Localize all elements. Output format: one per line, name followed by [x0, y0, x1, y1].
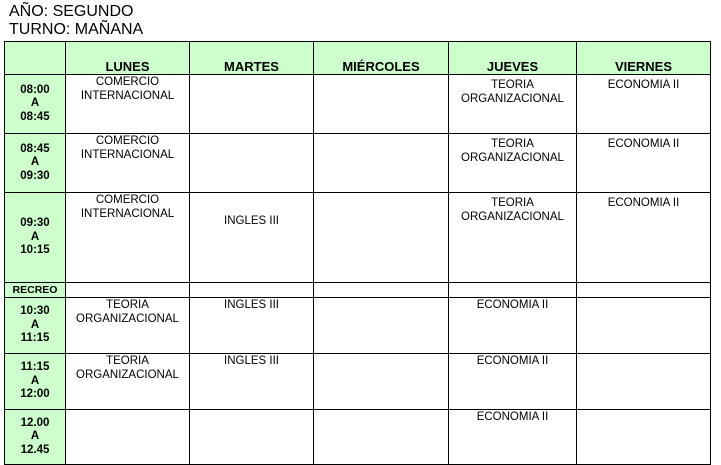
time-slot: [5, 75, 66, 134]
class-cell-martes: [190, 193, 314, 283]
class-cell-lunes: [66, 134, 190, 193]
header-row: [5, 42, 711, 75]
time-start: 12.00: [20, 416, 50, 429]
recess-cell: [314, 283, 449, 298]
recess-cell: [190, 283, 314, 298]
day-header-martes: MARTES: [190, 42, 314, 75]
class-cell-martes: [190, 298, 314, 354]
class-cell-miercoles: [314, 134, 449, 193]
subject-line: ECONOMIA II: [476, 299, 549, 311]
time-end: 09:30: [20, 169, 50, 182]
recess-cell: [449, 283, 577, 298]
time-slot: [5, 410, 66, 465]
time-separator: A: [30, 318, 40, 331]
subject-line: TEORIA: [491, 197, 534, 209]
subject-line: ORGANIZACIONAL: [461, 211, 564, 223]
class-cell-viernes: [577, 193, 711, 283]
subject-line: COMERCIO: [95, 194, 160, 206]
table-row: [5, 134, 711, 193]
subject-line: INGLES III: [224, 299, 279, 311]
table-row: [5, 75, 711, 134]
recess-cell: [577, 283, 711, 298]
time-end: 08:45: [20, 110, 50, 123]
class-cell-jueves: [449, 298, 577, 354]
subject-line: INGLES III: [224, 355, 279, 367]
time-separator: A: [30, 230, 40, 243]
class-cell-lunes: [66, 193, 190, 283]
time-separator: A: [30, 430, 40, 443]
recess-cell: [66, 283, 190, 298]
subject-line: INTERNACIONAL: [80, 208, 175, 220]
time-separator: A: [30, 374, 40, 387]
time-end: 12.45: [20, 443, 50, 456]
table-row: [5, 354, 711, 410]
day-header-lunes: LUNES: [66, 42, 190, 75]
time-end: 11:15: [20, 332, 50, 345]
class-cell-viernes: [577, 354, 711, 410]
subject-line: INTERNACIONAL: [80, 149, 175, 161]
subject-line: ECONOMIA II: [607, 79, 680, 91]
subject-line: ORGANIZACIONAL: [76, 313, 179, 325]
recess-row: [5, 283, 711, 298]
class-cell-miercoles: [314, 298, 449, 354]
time-slot: [5, 298, 66, 354]
day-header-viernes: VIERNES: [577, 42, 711, 75]
class-cell-viernes: [577, 134, 711, 193]
time-start: 11:15: [20, 361, 50, 374]
class-cell-martes: [190, 134, 314, 193]
class-cell-miercoles: [314, 354, 449, 410]
recess-label: RECREO: [5, 283, 66, 298]
table-row: [5, 410, 711, 465]
subject-line: INGLES III: [224, 215, 279, 227]
subject-line: TEORIA: [106, 355, 149, 367]
subject-line: TEORIA: [106, 299, 149, 311]
time-slot: [5, 193, 66, 283]
class-cell-viernes: [577, 75, 711, 134]
class-cell-martes: [190, 410, 314, 465]
table-row: [5, 193, 711, 283]
class-cell-lunes: [66, 354, 190, 410]
time-start: 08:45: [20, 142, 50, 155]
class-cell-jueves: [449, 134, 577, 193]
subject-line: TEORIA: [491, 138, 534, 150]
time-end: 12:00: [20, 388, 50, 401]
subject-line: ORGANIZACIONAL: [461, 152, 564, 164]
day-header-jueves: JUEVES: [449, 42, 577, 75]
class-cell-miercoles: [314, 75, 449, 134]
class-cell-jueves: [449, 354, 577, 410]
subject-line: INTERNACIONAL: [80, 90, 175, 102]
class-cell-lunes: [66, 410, 190, 465]
shift-heading: TURNO: MAÑANA: [9, 21, 144, 38]
class-cell-jueves: [449, 193, 577, 283]
class-cell-viernes: [577, 298, 711, 354]
subject-line: ECONOMIA II: [476, 355, 549, 367]
class-cell-lunes: [66, 75, 190, 134]
subject-line: COMERCIO: [95, 135, 160, 147]
class-cell-jueves: [449, 410, 577, 465]
day-header-miercoles: MIÉRCOLES: [314, 42, 449, 75]
time-slot: [5, 354, 66, 410]
time-start: 08:00: [20, 83, 50, 96]
subject-line: COMERCIO: [95, 76, 160, 88]
time-separator: A: [30, 97, 40, 110]
year-heading: AÑO: SEGUNDO: [9, 3, 134, 20]
subject-line: ECONOMIA II: [607, 138, 680, 150]
subject-line: TEORIA: [491, 79, 534, 91]
time-start: 10:30: [20, 305, 50, 318]
class-cell-miercoles: [314, 410, 449, 465]
schedule-table: [4, 41, 711, 465]
time-separator: A: [30, 156, 40, 169]
subject-line: ORGANIZACIONAL: [461, 93, 564, 105]
subject-line: ORGANIZACIONAL: [76, 369, 179, 381]
class-cell-jueves: [449, 75, 577, 134]
class-cell-viernes: [577, 410, 711, 465]
class-cell-lunes: [66, 298, 190, 354]
class-cell-martes: [190, 354, 314, 410]
subject-line: ECONOMIA II: [607, 197, 680, 209]
corner-cell: [5, 42, 66, 75]
time-slot: [5, 134, 66, 193]
class-cell-miercoles: [314, 193, 449, 283]
time-start: 09:30: [20, 217, 50, 230]
time-end: 10:15: [20, 244, 50, 257]
class-cell-martes: [190, 75, 314, 134]
subject-line: ECONOMIA II: [476, 411, 549, 423]
table-row: [5, 298, 711, 354]
